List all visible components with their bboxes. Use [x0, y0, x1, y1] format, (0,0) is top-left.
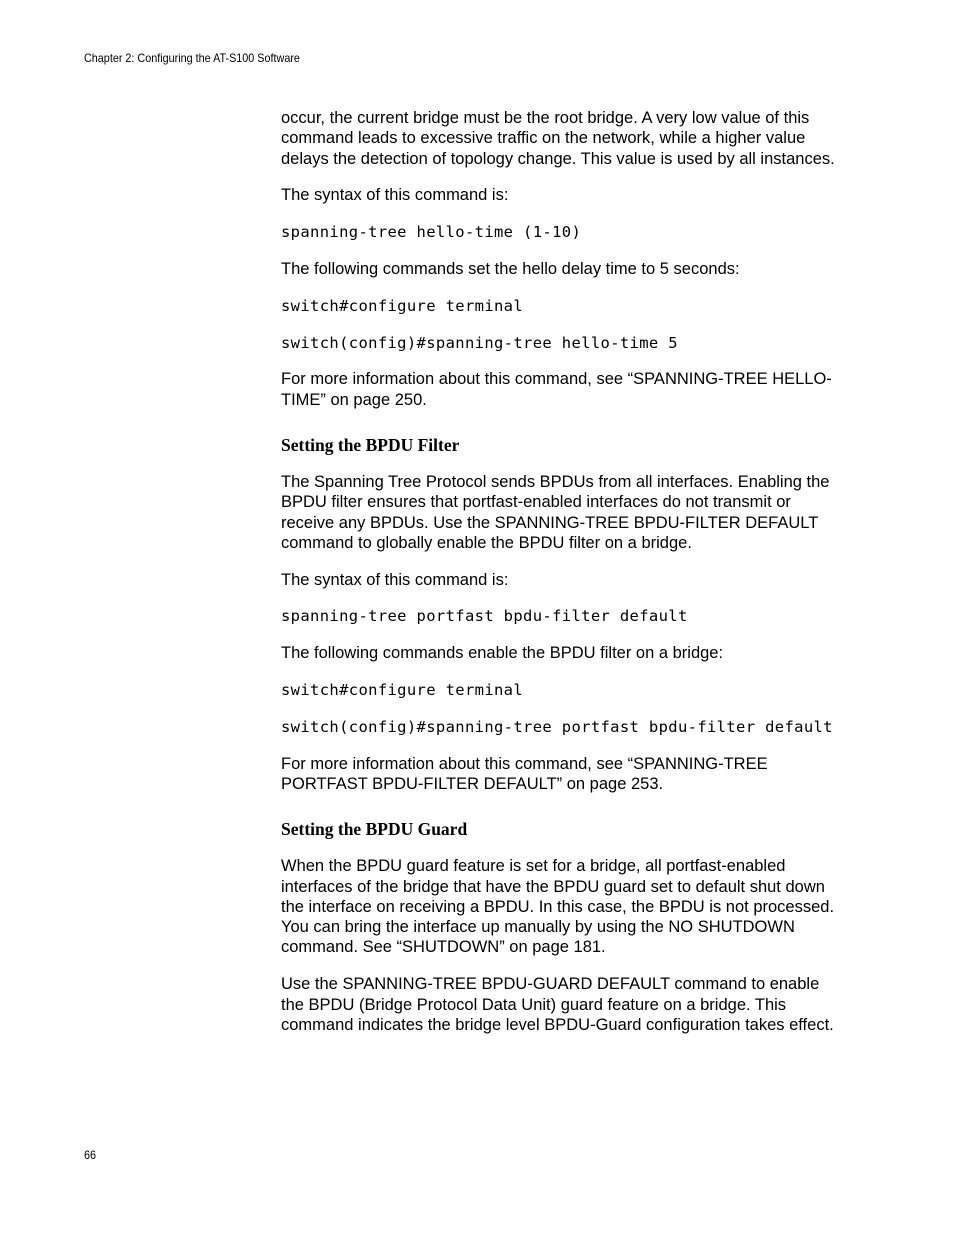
section-heading-bpdu-guard: Setting the BPDU Guard: [281, 819, 468, 840]
paragraph-hello-time-description: occur, the current bridge must be the root bridge. A very low value of this command leads to excessive traffic on the network, while a higher value delays the detection of topology change. This value is used by all instances.: [281, 109, 835, 168]
paragraph-example-intro: The following commands set the hello delay time to 5 seconds:: [281, 259, 740, 278]
code-bpdu-filter-example: switch(config)#spanning-tree portfast bpdu-filter default: [281, 717, 833, 736]
running-head: Chapter 2: Configuring the AT-S100 Software: [84, 51, 300, 65]
code-bpdu-filter-syntax: spanning-tree portfast bpdu-filter default: [281, 607, 688, 626]
page-body: [281, 108, 845, 1052]
section-heading-bpdu-filter: Setting the BPDU Filter: [281, 434, 460, 455]
paragraph-syntax-intro: The syntax of this command is:: [281, 186, 509, 205]
paragraph-hello-time-reference: For more information about this command, see “SPANNING-TREE HELLO-TIME” on page 250.: [281, 370, 832, 409]
code-hello-time-syntax: spanning-tree hello-time (1-10): [281, 223, 582, 242]
page-number: 66: [84, 1148, 97, 1162]
paragraph-bpdu-filter-description: The Spanning Tree Protocol sends BPDUs from all interfaces. Enabling the BPDU filter ensures that portfast-enabled interfaces do not transmit or receive any BPDUs. Use the SPANNING-TREE BPDU-FILTER DEFAULT command to globally enable the BPDU filter on a bridge.: [281, 472, 830, 552]
paragraph-bpdu-filter-reference: For more information about this command, see “SPANNING-TREE PORTFAST BPDU-FILTER DEFAULT” on page 253.: [281, 754, 768, 793]
paragraph-bpdu-guard-description: When the BPDU guard feature is set for a bridge, all portfast-enabled interfaces of the bridge that have the BPDU guard set to default shut down the interface on receiving a BPDU. In this case, the BPDU is not processed. You can bring the interface up manually by using the NO SHUTDOWN command. See “SHUTDOWN” on page 181.: [281, 857, 835, 957]
code-configure-terminal: switch#configure terminal: [281, 296, 524, 315]
paragraph-syntax-intro: The syntax of this command is:: [281, 570, 509, 589]
code-configure-terminal: switch#configure terminal: [281, 681, 524, 700]
paragraph-bpdu-guard-command: Use the SPANNING-TREE BPDU-GUARD DEFAULT command to enable the BPDU (Bridge Protocol Data Unit) guard feature on a bridge. This command indicates the bridge level BPDU-Guard configuration takes effect.: [281, 975, 834, 1034]
code-hello-time-example: switch(config)#spanning-tree hello-time 5: [281, 333, 678, 352]
paragraph-example-intro: The following commands enable the BPDU filter on a bridge:: [281, 644, 724, 663]
